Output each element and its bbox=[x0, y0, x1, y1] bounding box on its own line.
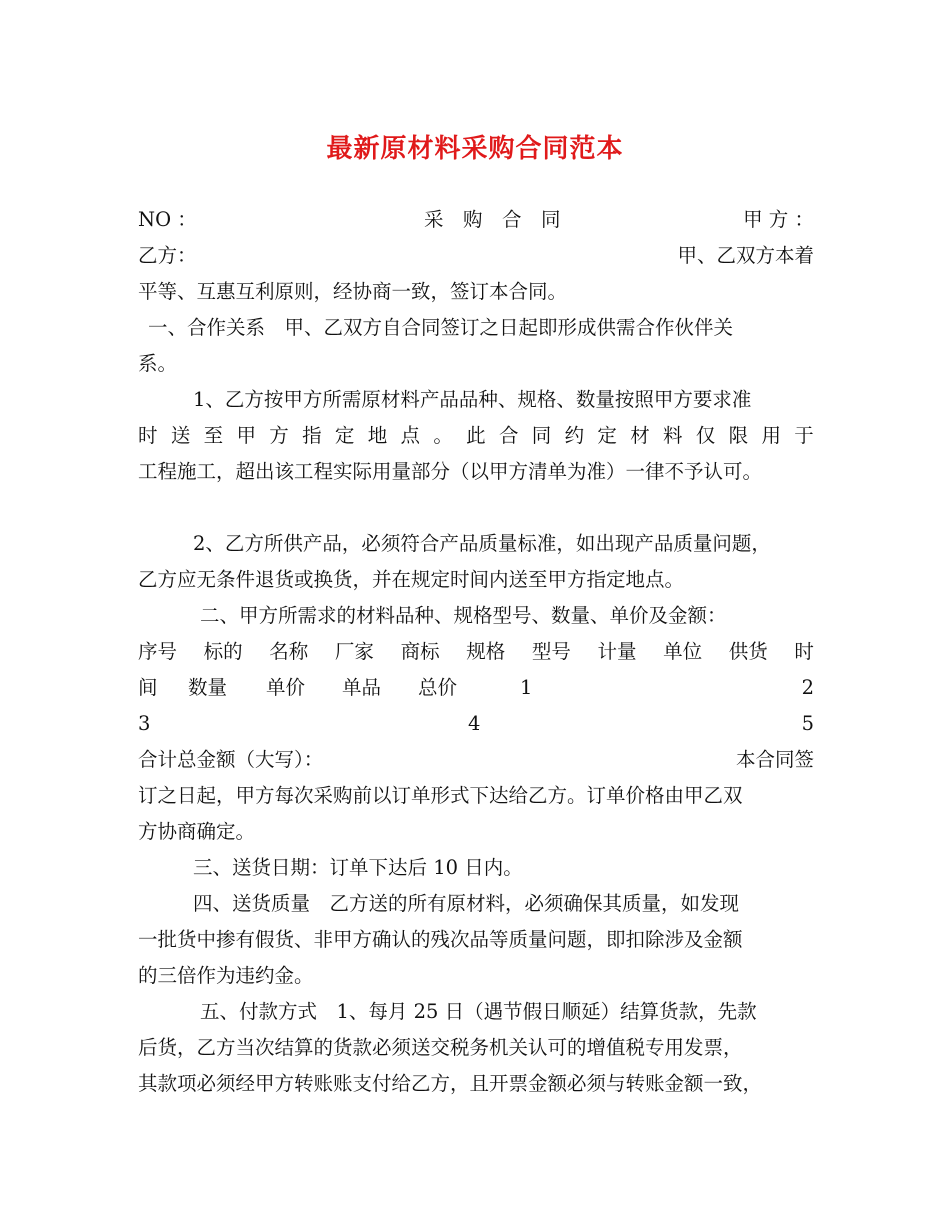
paragraph-text: 其款项必须经甲方转账账支付给乙方，且开票金额必须与转账金额一致， bbox=[138, 1072, 763, 1095]
word: 定 bbox=[597, 424, 617, 447]
party-b-label: 乙方： bbox=[138, 244, 197, 267]
word: 方 bbox=[269, 424, 289, 447]
table-header-cell: 序号 bbox=[138, 640, 178, 663]
table-header-cell: 单价 bbox=[266, 676, 306, 699]
intro-text: 平等、互惠互利原则，经协商一致，签订本合同。 bbox=[138, 280, 568, 303]
table-header-cell: 单品 bbox=[342, 676, 382, 699]
word: 料 bbox=[663, 424, 683, 447]
table-header-cell: 单位 bbox=[663, 640, 703, 663]
paragraph-text: 系。 bbox=[138, 352, 178, 375]
paragraph-line bbox=[138, 274, 814, 310]
word: 点 bbox=[400, 424, 421, 447]
word: 时 bbox=[138, 424, 158, 447]
word: 于 bbox=[794, 424, 814, 447]
paragraph-text: 乙方应无条件退货或换货，并在规定时间内送至甲方指定地点。 bbox=[138, 568, 685, 591]
paragraph-line bbox=[138, 994, 814, 1030]
word: 地 bbox=[367, 424, 388, 447]
table-header-cell: 间 bbox=[138, 676, 158, 699]
word: 合 bbox=[498, 424, 519, 447]
row-number: 1 bbox=[520, 676, 533, 699]
table-row bbox=[138, 706, 814, 742]
word: 定 bbox=[334, 424, 355, 447]
header-line bbox=[138, 202, 814, 238]
paragraph-text: 订之日起，甲方每次采购前以订单形式下达给乙方。订单价格由甲乙双 bbox=[138, 784, 743, 807]
section-5-heading: 五、付款方式 1、每月 25 日（遇节假日顺延）结算货款，先款 bbox=[200, 1000, 757, 1023]
document-title: 最新原材料采购合同范本 bbox=[326, 134, 624, 164]
word: 材 bbox=[630, 424, 650, 447]
table-header-cell: 供货 bbox=[728, 640, 768, 663]
clause-1-text: 1、乙方按甲方所需原材料产品品种、规格、数量按照甲方要求准 bbox=[193, 388, 752, 411]
paragraph-text: 后货，乙方当次结算的货款必须送交税务机关认可的增值税专用发票， bbox=[138, 1036, 743, 1059]
table-header-row bbox=[138, 634, 814, 670]
clause-2-text: 2、乙方所供产品，必须符合产品质量标准，如出现产品质量问题， bbox=[193, 532, 771, 555]
word: 此 bbox=[466, 424, 486, 447]
paragraph-line bbox=[138, 922, 814, 958]
party-a-label: 甲 方 ： bbox=[743, 208, 814, 231]
table-header-cell: 数量 bbox=[188, 676, 228, 699]
row-number: 5 bbox=[801, 712, 814, 735]
paragraph-line bbox=[138, 1066, 814, 1102]
section-1-heading: 一、合作关系 甲、乙双方自合同签订之日起即形成供需合作伙伴关 bbox=[148, 316, 734, 339]
word: 限 bbox=[728, 424, 749, 447]
paragraph-line bbox=[138, 1030, 814, 1066]
table-header-cell: 规格 bbox=[466, 640, 506, 663]
table-header-cell: 名称 bbox=[269, 640, 309, 663]
table-header-cell: 标的 bbox=[203, 640, 243, 663]
justified-line bbox=[138, 418, 814, 454]
section-2-heading: 二、甲方所需求的材料品种、规格型号、数量、单价及金额： bbox=[200, 604, 727, 627]
table-header-row bbox=[138, 670, 814, 706]
total-line bbox=[138, 742, 814, 778]
table-header-cell: 总价 bbox=[418, 676, 458, 699]
table-header-cell: 时 bbox=[794, 640, 814, 663]
table-header-cell: 计量 bbox=[597, 640, 637, 663]
table-header-cell: 厂家 bbox=[334, 640, 374, 663]
table-header-cell: 型号 bbox=[531, 640, 571, 663]
total-tail-text: 本合同签 bbox=[735, 748, 814, 771]
paragraph-line bbox=[138, 346, 814, 382]
paragraph-text: 工程施工，超出该工程实际用量部分（以甲方清单为准）一律不予认可。 bbox=[138, 460, 763, 483]
paragraph-text: 的三倍作为违约金。 bbox=[138, 964, 314, 987]
word: 仅 bbox=[695, 424, 716, 447]
paragraph-line bbox=[138, 310, 814, 346]
paragraph-line bbox=[138, 850, 814, 886]
word: 。 bbox=[433, 424, 453, 447]
word: 同 bbox=[531, 424, 552, 447]
paragraph-line bbox=[138, 562, 814, 598]
section-4-heading: 四、送货质量 乙方送的所有原材料，必须确保其质量，如发现 bbox=[193, 892, 740, 915]
paragraph-line bbox=[138, 814, 814, 850]
row-number: 3 bbox=[138, 712, 151, 735]
party-line bbox=[138, 238, 814, 274]
contract-number-label: NO ： bbox=[138, 208, 197, 231]
paragraph-line bbox=[138, 454, 814, 490]
row-number: 2 bbox=[801, 676, 814, 699]
paragraph-line bbox=[138, 958, 814, 994]
row-number: 4 bbox=[468, 712, 481, 735]
word: 甲 bbox=[236, 424, 256, 447]
word: 用 bbox=[761, 424, 781, 447]
section-3-heading: 三、送货日期：订单下达后 10 日内。 bbox=[193, 856, 523, 879]
word: 至 bbox=[203, 424, 224, 447]
paragraph-line bbox=[138, 886, 814, 922]
paragraph-line bbox=[138, 598, 814, 634]
contract-heading: 采 购 合 同 bbox=[424, 208, 561, 231]
paragraph-line bbox=[138, 778, 814, 814]
intro-tail-text: 甲、乙双方本着 bbox=[677, 244, 814, 267]
word: 指 bbox=[302, 424, 322, 447]
word: 送 bbox=[170, 424, 191, 447]
paragraph-text: 一批货中掺有假货、非甲方确认的残次品等质量问题，即扣除涉及金额 bbox=[138, 928, 743, 951]
paragraph-line bbox=[138, 382, 814, 418]
word: 约 bbox=[564, 424, 585, 447]
table-header-cell: 商标 bbox=[400, 640, 440, 663]
total-amount-label: 合计总金额（大写）： bbox=[138, 748, 324, 771]
paragraph-line bbox=[138, 526, 814, 562]
paragraph-text: 方协商确定。 bbox=[138, 820, 256, 843]
